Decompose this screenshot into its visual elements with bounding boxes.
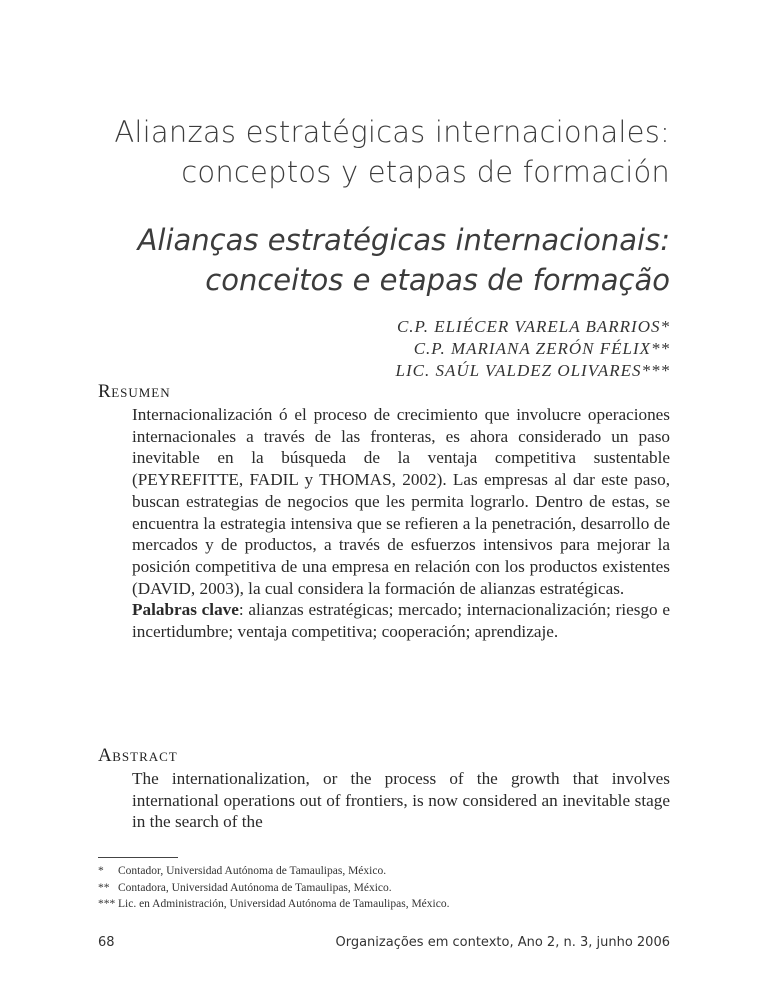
- footnote-2: [98, 880, 658, 897]
- footnote-mark: ***: [98, 898, 116, 910]
- footnote-mark: *: [98, 865, 104, 877]
- resumen-body: [132, 404, 670, 643]
- footnote-1: [98, 863, 658, 880]
- resumen-heading-rest: ESUMEN: [111, 385, 171, 400]
- author-3: LIC. SAÚL VALDEZ OLIVARES***: [395, 361, 670, 380]
- title-spanish-line-2: conceptos y etapas de formación: [181, 155, 670, 189]
- resumen-heading-initial: R: [98, 381, 112, 402]
- keywords-label: Palabras clave: [132, 600, 239, 620]
- abstract-heading-initial: A: [98, 745, 113, 766]
- abstract-text: The internationalization, or the process of the growth that involves international operations out of frontiers, is now considered an inevitable stage in the search of the: [132, 769, 670, 832]
- title-spanish-line-1: Alianzas estratégicas internacionales:: [114, 115, 670, 149]
- abstract-heading: [98, 745, 178, 767]
- title-spanish: [114, 112, 670, 192]
- footnote-mark: **: [98, 881, 110, 894]
- author-1: C.P. ELIÉCER VARELA BARRIOS*: [396, 317, 670, 336]
- footnote-text: Lic. en Administración, Universidad Autónoma de Tamaulipas, México.: [118, 898, 450, 910]
- page-number: 68: [98, 935, 115, 950]
- resumen-heading: [98, 381, 171, 403]
- title-portuguese-line-1: Alianças estratégicas internacionais:: [137, 223, 670, 257]
- footnote-rule: [98, 857, 178, 858]
- footnote-text: Contador, Universidad Autónoma de Tamaulipas, México.: [118, 865, 387, 877]
- author-2: C.P. MARIANA ZERÓN FÉLIX**: [413, 339, 670, 358]
- footnote-3: [98, 896, 658, 913]
- resumen-text: Internacionalización ó el proceso de crecimiento que involucre operaciones internacionales a través de las fronteras, es ahora considerado un paso inevitable en la búsqueda de la ventaja competitiva sustentable (PEYREFITTE, FADIL y THOMAS, 2002). Las empresas al dar este paso, buscan estrategias de negocios que les permita lograrlo. Dentro de estas, se encuentra la estrategia intensiva que se refieren a la penetración, desarrollo de mercados y de productos, a través de esfuerzos intensivos para mejorar la posición competitiva de una empresa en relación con los productos existentes (DAVID, 2003), la cual considera la formación de alianzas estratégicas.: [132, 405, 670, 598]
- keywords-text: : alianzas estratégicas; mercado; internacionalización; riesgo e incertidumbre; ventaja competitiva; cooperación; aprendizaje.: [132, 600, 671, 642]
- abstract-body: [132, 768, 670, 833]
- author-list: [395, 316, 670, 382]
- abstract-heading-rest: BSTRACT: [112, 749, 178, 764]
- title-portuguese-line-2: conceitos e etapas de formação: [205, 263, 670, 297]
- journal-footer: Organizações em contexto, Ano 2, n. 3, junho 2006: [335, 935, 670, 950]
- footnote-text: Contadora, Universidad Autónoma de Tamaulipas, México.: [118, 881, 392, 894]
- title-block: [114, 112, 670, 300]
- title-portuguese: [114, 220, 670, 300]
- footnotes: [98, 863, 658, 913]
